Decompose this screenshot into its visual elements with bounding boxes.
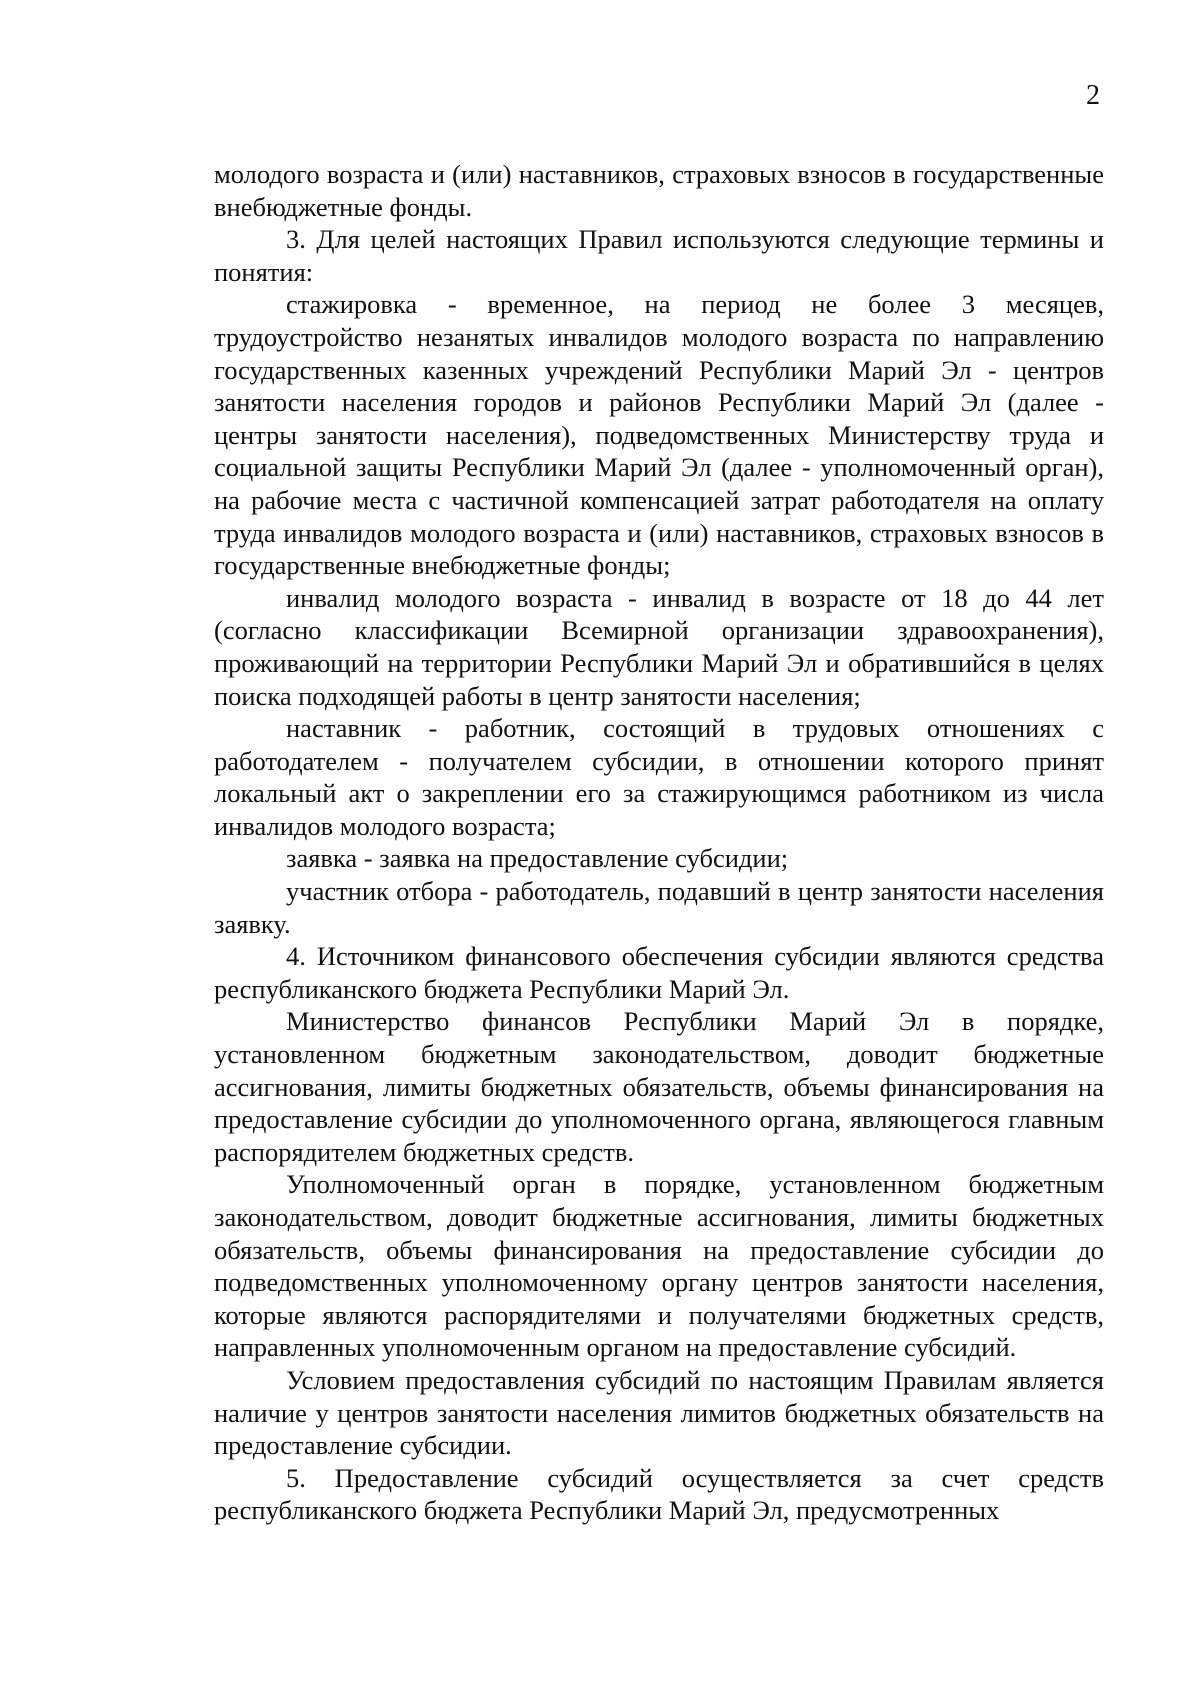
- paragraph-authorized-body: Уполномоченный орган в порядке, установленном бюджетным законодательством, доводит бюджетные ассигнования, лимиты бюджетных обязательств, объемы финансирования на предоставление субсидии до подведомственных уполномоченному органу центров занятости населения, которые являются распорядителями и получателями бюджетных средств, направленных уполномоченным органом на предоставление субсидий.: [214, 1169, 1104, 1363]
- paragraph-clause-4: 4. Источником финансового обеспечения субсидии являются средства республиканского бюджета Республики Марий Эл.: [214, 941, 1104, 1004]
- paragraph-term-participant: участник отбора - работодатель, подавший в центр занятости населения заявку.: [214, 876, 1104, 939]
- paragraph-condition: Условием предоставления субсидий по настоящим Правилам является наличие у центров занятости населения лимитов бюджетных обязательств на предоставление субсидии.: [214, 1364, 1104, 1461]
- paragraph-term-mentor: наставник - работник, состоящий в трудовых отношениях с работодателем - получателем субсидии, в отношении которого принят локальный акт о закреплении его за стажирующимся работником из числа инвалидов молодого возраста;: [214, 713, 1104, 841]
- paragraph-term-internship: стажировка - временное, на период не более 3 месяцев, трудоустройство незанятых инвалидов молодого возраста по направлению государственных казенных учреждений Республики Марий Эл - центров занятости населения городов и районов Республики Марий Эл (далее - центры занятости населения), подведомственных Министерству труда и социальной защиты Республики Марий Эл (далее - уполномоченный орган), на рабочие места с частичной компенсацией затрат работодателя на оплату труда инвалидов молодого возраста и (или) наставников, страховых взносов в государственные внебюджетные фонды;: [214, 289, 1104, 581]
- paragraph-clause-3: 3. Для целей настоящих Правил используются следующие термины и понятия:: [214, 224, 1104, 287]
- page-number: 2: [1086, 80, 1100, 111]
- paragraph-continuation: молодого возраста и (или) наставников, страховых взносов в государственные внебюджетные фонды.: [214, 159, 1104, 222]
- paragraph-clause-5: 5. Предоставление субсидий осуществляется за счет средств республиканского бюджета Республики Марий Эл, предусмотренных: [214, 1462, 1104, 1526]
- paragraph-term-young-disabled: инвалид молодого возраста - инвалид в возрасте от 18 до 44 лет (согласно классификации Всемирной организации здравоохранения), проживающий на территории Республики Марий Эл и обратившийся в целях поиска подходящей работы в центр занятости населения;: [214, 582, 1104, 711]
- document-body: [214, 158, 1104, 1527]
- paragraph-ministry-finance: Министерство финансов Республики Марий Эл в порядке, установленном бюджетным законодательством, доводит бюджетные ассигнования, лимиты бюджетных обязательств, объемы финансирования на предоставление субсидии до уполномоченного органа, являющегося главным распорядителем бюджетных средств.: [214, 1006, 1104, 1167]
- paragraph-term-application: заявка - заявка на предоставление субсидии;: [286, 843, 789, 874]
